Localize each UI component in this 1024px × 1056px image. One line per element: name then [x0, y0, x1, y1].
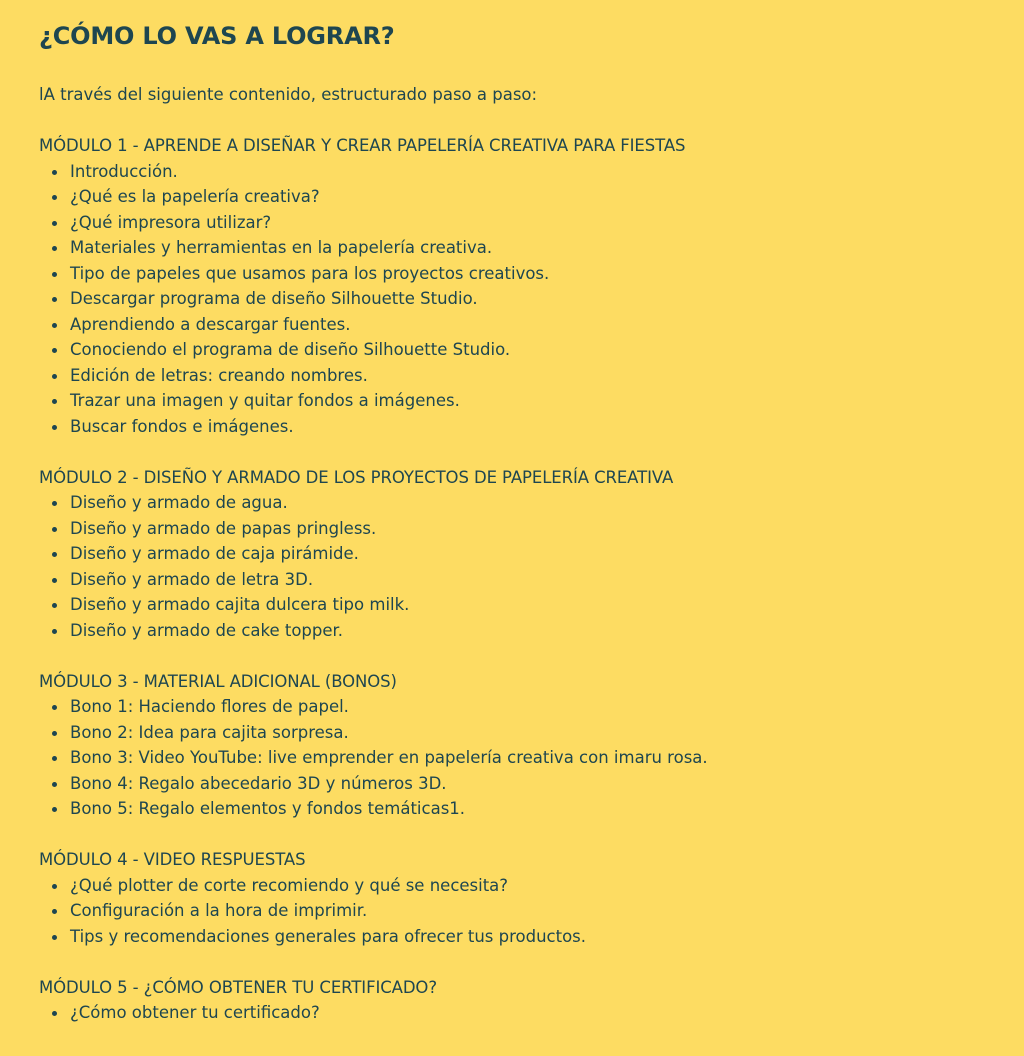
module-title: MÓDULO 2 - DISEÑO Y ARMADO DE LOS PROYECTOS DE PAPELERÍA CREATIVA — [39, 467, 674, 487]
list-item: ¿Qué plotter de corte recomiendo y qué se necesita? — [70, 873, 1024, 899]
spacer — [39, 108, 1024, 134]
module-item-list — [39, 159, 1024, 440]
list-item: Diseño y armado de agua. — [70, 490, 1024, 516]
intro-text: lA través del siguiente contenido, estructurado paso a paso: — [39, 85, 538, 104]
list-item: Diseño y armado de papas pringless. — [70, 516, 1024, 542]
list-item: Aprendiendo a descargar fuentes. — [70, 312, 1024, 338]
list-item: Diseño y armado de cake topper. — [70, 618, 1024, 644]
list-item: Tips y recomendaciones generales para ofrecer tus productos. — [70, 924, 1024, 950]
module-title: MÓDULO 1 - APRENDE A DISEÑAR Y CREAR PAPELERÍA CREATIVA PARA FIESTAS — [39, 136, 686, 155]
module-block — [39, 669, 1024, 822]
list-item: Diseño y armado cajita dulcera tipo milk. — [70, 592, 1024, 618]
module-title: MÓDULO 5 - ¿CÓMO OBTENER TU CERTIFICADO? — [39, 977, 437, 997]
module-item-list — [39, 694, 1024, 822]
list-item: Conociendo el programa de diseño Silhouette Studio. — [70, 337, 1024, 363]
list-item: ¿Qué es la papelería creativa? — [70, 184, 1024, 210]
module-item-list — [39, 873, 1024, 950]
section-heading: ¿CÓMO LO VAS A LOGRAR? — [39, 22, 395, 50]
list-item: Diseño y armado de letra 3D. — [70, 567, 1024, 593]
module-block — [39, 847, 1024, 949]
list-item: Tipo de papeles que usamos para los proyectos creativos. — [70, 261, 1024, 287]
spacer — [39, 949, 1024, 975]
module-item-list — [39, 1000, 1024, 1026]
list-item: ¿Qué impresora utilizar? — [70, 210, 1024, 236]
module-block — [39, 975, 1024, 1026]
list-item: Buscar fondos e imágenes. — [70, 414, 1024, 440]
module-item-list — [39, 490, 1024, 643]
spacer — [39, 643, 1024, 669]
list-item: Bono 4: Regalo abecedario 3D y números 3D. — [70, 771, 1024, 797]
modules-container — [39, 133, 1024, 1026]
spacer — [39, 822, 1024, 848]
module-title: MÓDULO 3 - MATERIAL ADICIONAL (BONOS) — [39, 671, 397, 691]
list-item: Introducción. — [70, 159, 1024, 185]
list-item: Configuración a la hora de imprimir. — [70, 898, 1024, 924]
spacer — [39, 439, 1024, 465]
list-item: ¿Cómo obtener tu certificado? — [70, 1000, 1024, 1026]
list-item: Descargar programa de diseño Silhouette Studio. — [70, 286, 1024, 312]
list-item: Bono 1: Haciendo flores de papel. — [70, 694, 1024, 720]
list-item: Diseño y armado de caja pirámide. — [70, 541, 1024, 567]
list-item: Bono 5: Regalo elementos y fondos temáticas1. — [70, 796, 1024, 822]
list-item: Bono 3: Video YouTube: live emprender en papelería creativa con imaru rosa. — [70, 745, 1024, 771]
module-block — [39, 465, 1024, 644]
module-block — [39, 133, 1024, 439]
list-item: Bono 2: Idea para cajita sorpresa. — [70, 720, 1024, 746]
list-item: Edición de letras: creando nombres. — [70, 363, 1024, 389]
list-item: Trazar una imagen y quitar fondos a imágenes. — [70, 388, 1024, 414]
module-title: MÓDULO 4 - VIDEO RESPUESTAS — [39, 850, 306, 869]
list-item: Materiales y herramientas en la papelería creativa. — [70, 235, 1024, 261]
